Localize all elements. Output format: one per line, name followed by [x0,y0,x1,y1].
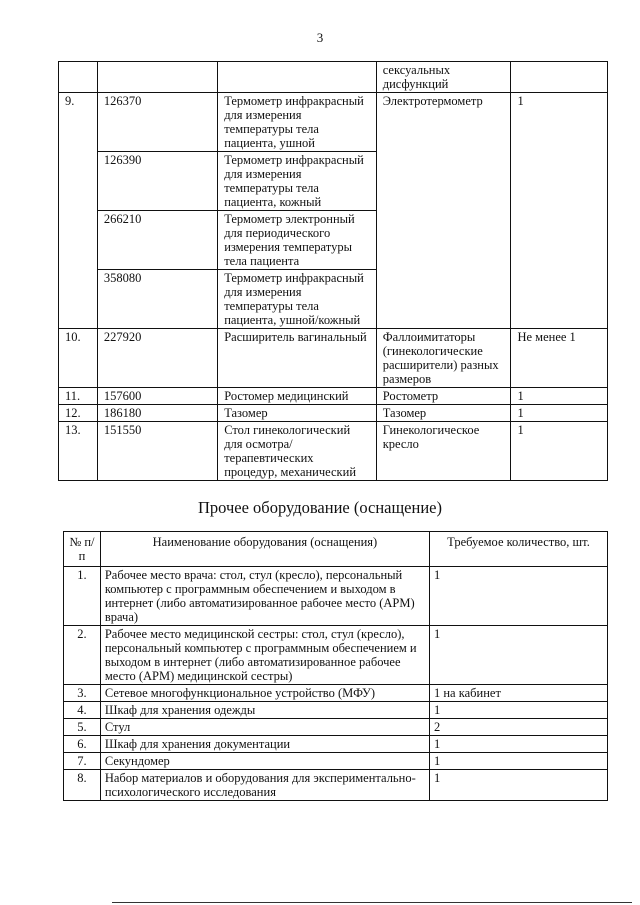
row-number: 3. [64,685,101,702]
name-cell: Ростомер медицинский [218,388,377,405]
row-number: 5. [64,719,101,736]
code-cell: 227920 [97,329,217,388]
type-cell: сексуальных дисфункций [376,62,511,93]
type-cell: Гинекологическое кресло [376,422,511,481]
type-cell: Ростометр [376,388,511,405]
qty-cell: 1 на кабинет [429,685,607,702]
table-row [64,719,608,736]
name-cell: Тазомер [218,405,377,422]
row-number: 10. [59,329,98,388]
page-number: 3 [316,30,324,45]
code-cell: 126390 [97,152,217,211]
name-cell: Термометр инфракрасный для измерения температуры тела пациента, ушной/кожный [218,270,377,329]
bottom-rule [112,902,632,903]
name-cell: Расширитель вагинальный [218,329,377,388]
type-cell: Фаллоимитаторы (гинекологические расширители) разных размеров [376,329,511,388]
table-row [59,329,608,388]
table-row [64,736,608,753]
equipment-table [58,61,608,481]
name-cell: Термометр инфракрасный для измерения температуры тела пациента, кожный [218,152,377,211]
row-number [59,62,98,93]
row-number: 11. [59,388,98,405]
name-cell: Рабочее место медицинской сестры: стол, стул (кресло), персональный компьютер с программным обеспечением и выходом в интернет (либо автоматизированное рабочее место (АРМ) медицинской сестры) [100,626,429,685]
code-cell [97,62,217,93]
code-cell: 186180 [97,405,217,422]
qty-cell: 1 [429,702,607,719]
table-row [64,753,608,770]
other-equipment-table [63,531,608,801]
name-cell: Шкаф для хранения документации [100,736,429,753]
code-cell: 157600 [97,388,217,405]
row-number: 6. [64,736,101,753]
qty-cell: 2 [429,719,607,736]
code-cell: 151550 [97,422,217,481]
type-cell: Электротермометр [376,93,511,329]
table-row [64,685,608,702]
name-cell [218,62,377,93]
row-number: 8. [64,770,101,801]
type-cell: Тазомер [376,405,511,422]
qty-cell: 1 [511,93,608,329]
qty-cell: 1 [511,388,608,405]
qty-cell: Не менее 1 [511,329,608,388]
name-cell: Рабочее место врача: стол, стул (кресло), персональный компьютер с программным обеспечением и выходом в интернет (либо автоматизированное рабочее место (АРМ) врача) [100,567,429,626]
header-number: № п/п [64,532,101,567]
table-row [59,422,608,481]
name-cell: Термометр электронный для периодического измерения температуры тела пациента [218,211,377,270]
qty-cell: 1 [429,770,607,801]
header-name: Наименование оборудования (оснащения) [100,532,429,567]
row-number: 13. [59,422,98,481]
table-row [64,702,608,719]
name-cell: Шкаф для хранения одежды [100,702,429,719]
name-cell: Стол гинекологический для осмотра/терапевтических процедур, механический [218,422,377,481]
table-row [64,567,608,626]
table-row [64,626,608,685]
table-row [64,770,608,801]
code-cell: 358080 [97,270,217,329]
row-number: 2. [64,626,101,685]
row-number: 12. [59,405,98,422]
row-number: 1. [64,567,101,626]
table-row [59,93,608,152]
section-title: Прочее оборудование (оснащение) [198,498,442,517]
qty-cell: 1 [429,626,607,685]
name-cell: Сетевое многофункциональное устройство (МФУ) [100,685,429,702]
name-cell: Набор материалов и оборудования для экспериментально-психологического исследования [100,770,429,801]
qty-cell: 1 [511,405,608,422]
header-quantity: Требуемое количество, шт. [429,532,607,567]
name-cell: Стул [100,719,429,736]
qty-cell: 1 [429,753,607,770]
code-cell: 266210 [97,211,217,270]
qty-cell: 1 [429,567,607,626]
row-number: 7. [64,753,101,770]
row-number: 9. [59,93,98,329]
qty-cell: 1 [429,736,607,753]
code-cell: 126370 [97,93,217,152]
qty-cell [511,62,608,93]
row-number: 4. [64,702,101,719]
table-row [59,388,608,405]
name-cell: Термометр инфракрасный для измерения температуры тела пациента, ушной [218,93,377,152]
name-cell: Секундомер [100,753,429,770]
table-row [59,405,608,422]
table-row [59,62,608,93]
table-header-row [64,532,608,567]
qty-cell: 1 [511,422,608,481]
